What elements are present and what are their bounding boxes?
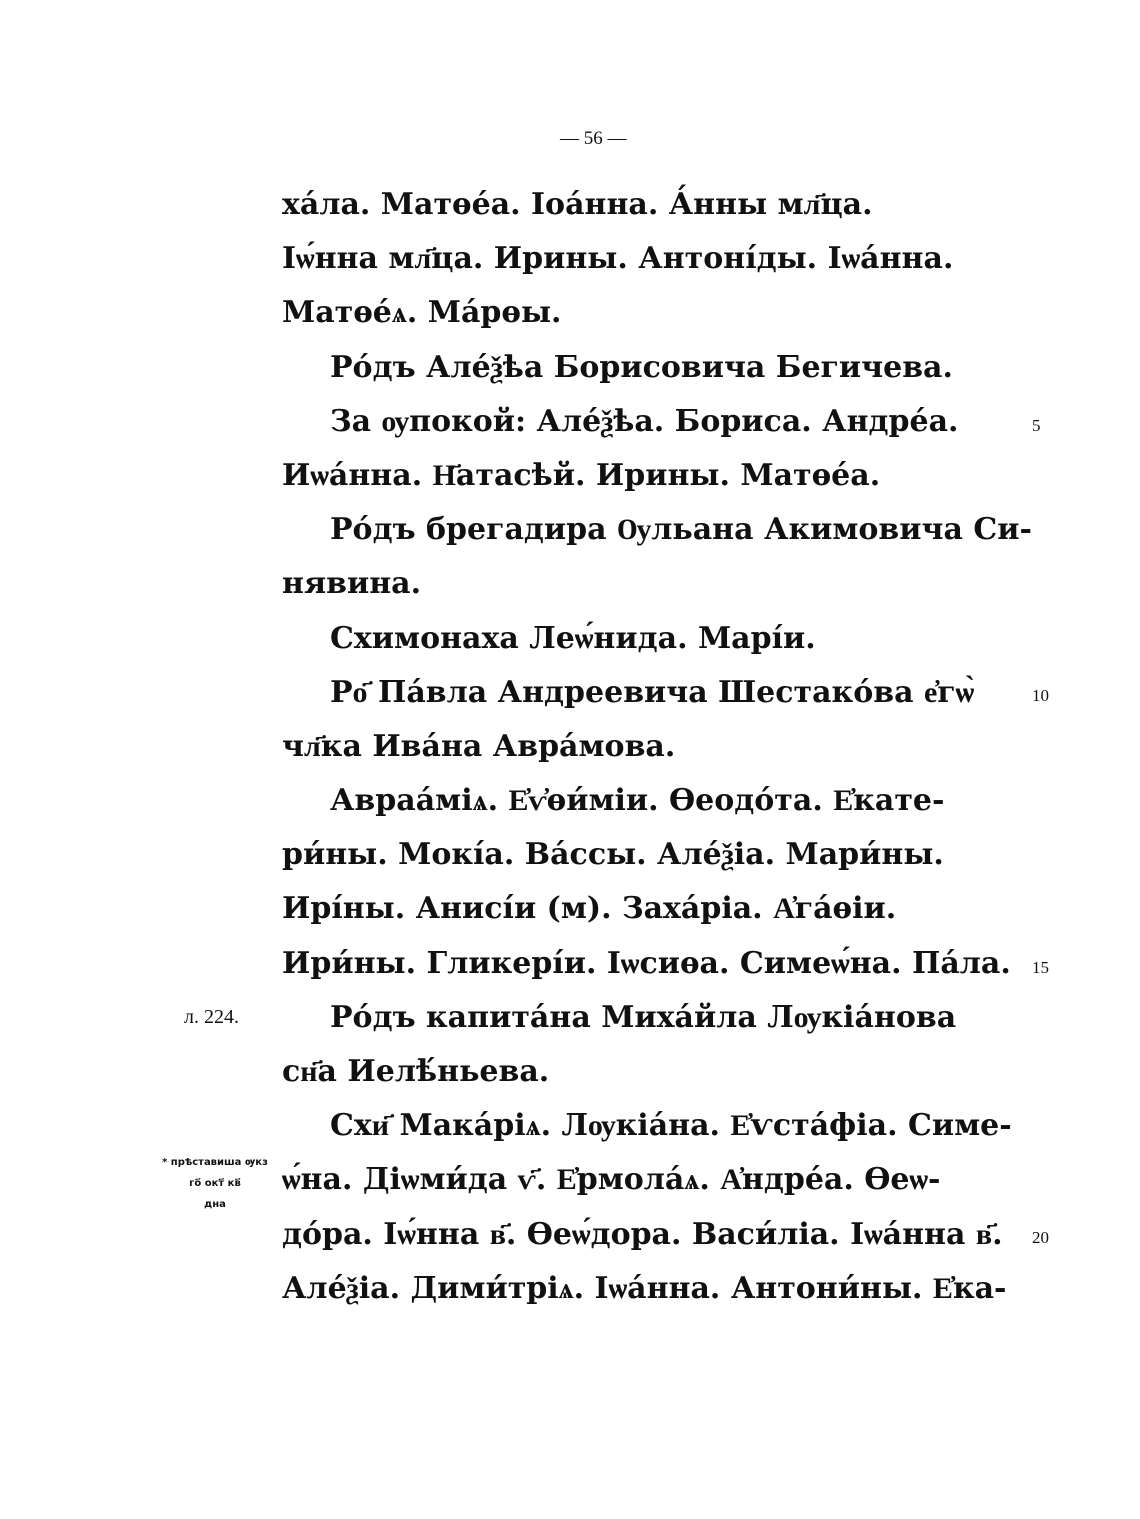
text-line-11: чл҃ка Ива́на Авра́мова. [282,728,676,764]
margin-note [150,1152,280,1215]
text-line-2: Іѡ́нна мл҃ца. Ирины. Антоні́ды. Іѡа́нна. [282,241,954,277]
text-line-12: Авраа́міѧ. Е҆ѵ҆ѳи́міи. Ѳеодо́та. Е҆кате- [330,783,945,819]
text-line-7: Ро́дъ брегадира Ѹльана Акимовича Си- [330,512,1032,548]
margin-note-line: * прѣставиша ѹкз [162,1157,268,1168]
line-number-5: 5 [1032,416,1041,435]
text-line-6: Иѡа́нна. Н҃атасѣй. Ирины. Матѳе́а. [282,457,881,493]
line-number-15: 15 [1032,958,1049,977]
page-number: — 56 — [560,128,627,149]
text-line-14: Ирі́ны. Анисі́и (м). Заха́ріа. А҆га́ѳіи. [282,891,897,927]
text-block [282,178,1042,1316]
text-line-17: сн҃а Иелѣ́ньева. [282,1054,550,1089]
text-line-16: Ро́дъ капита́на Миха́йла Лѹкіа́нова [330,999,957,1035]
text-line-5: За ѹпокой: Але́ѯѣа. Бориса. Андре́а. [330,403,959,439]
margin-note-line: дна [204,1199,226,1210]
text-line-1: ха́ла. Матѳе́а. Іоа́нна. А́нны мл҃ца. [282,187,873,222]
line-number-20: 20 [1032,1228,1049,1247]
text-line-19: ѡ́на. Діѡми́да ѵ҃. Е҆рмола́ѧ. А҆ндре́а. Ѳеѡ- [282,1162,941,1198]
text-line-18: Схи҃ Мака́ріѧ. Лѹкіа́на. Е҆ѵста́фіа. Симе- [330,1108,1012,1144]
text-line-8: нявина. [282,566,422,602]
text-line-20: до́ра. Іѡ́нна в҃. Ѳеѡ́дора. Васи́ліа. Іѡа́нна в҃. [282,1216,1003,1252]
text-line-21: Але́ѯіа. Дими́тріѧ. Іѡа́нна. Антони́ны. Е҆ка- [282,1270,1007,1306]
text-line-15: Ири́ны. Гликері́и. Іѡсиѳа. Симеѡ́на. Па́ла. [282,945,1011,981]
margin-note-line: го҃ окт҃ кв҃ [189,1178,241,1189]
text-line-13: ри́ны. Мокі́а. Ва́ссы. Але́ѯіа. Мари́ны. [282,837,944,873]
text-line-4: Ро́дъ Але́ѯѣа Борисовича Бегичева. [330,349,953,385]
text-line-10: Ро҃ Па́вла Андреевича Шестако́ва е҆гѡ̀ [330,674,975,710]
text-line-9: Схимонаха Леѡ́нида. Марі́и. [330,620,816,656]
line-number-10: 10 [1032,686,1049,705]
text-line-3: Матѳе́ѧ. Ма́рѳы. [282,295,562,331]
folio-reference: л. 224. [184,1006,239,1028]
